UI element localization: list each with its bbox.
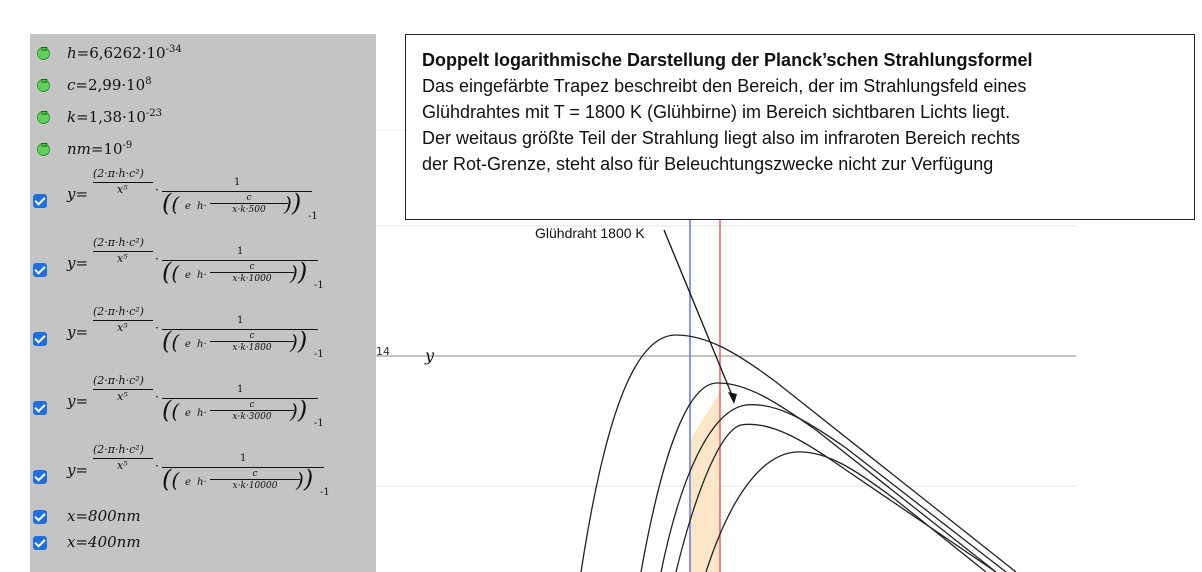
formula-numerator: (2·π·h·c²) [93, 374, 144, 387]
algebra-row-planck-500[interactable] [30, 167, 376, 234]
exp-base: e [185, 339, 191, 350]
formula-denominator: x⁵ [117, 321, 128, 334]
exp-h: h· [197, 270, 207, 281]
formula-minus-one: -1 [314, 280, 324, 291]
formula-one: 1 [237, 246, 244, 257]
algebra-row-k[interactable] [30, 106, 376, 130]
exp-denominator: (( [162, 327, 180, 355]
algebra-panel [30, 34, 376, 572]
planck-formula [67, 374, 367, 444]
multiply-dot: · [155, 459, 159, 473]
algebra-row-h[interactable] [30, 42, 376, 66]
algebra-row-planck-1000[interactable] [30, 236, 376, 303]
axis-label-y: y [425, 346, 435, 365]
visibility-checkbox-planck-500[interactable] [33, 194, 47, 208]
planck-formula [67, 305, 367, 375]
exp-close: )) [290, 258, 308, 286]
exp-h: h· [197, 339, 207, 350]
multiply-dot: · [155, 183, 159, 197]
formula-one: 1 [240, 453, 247, 464]
note-line-1: Das eingefärbte Trapez beschreibt den Bereich, der im Strahlungsfeld eines [422, 76, 1027, 96]
visibility-checkbox-planck-1000[interactable] [33, 263, 47, 277]
axis-tick-label: 14 [376, 345, 390, 358]
note-title: Doppelt logarithmische Darstellung der Planck’schen Strahlungsformel [422, 50, 1033, 70]
formula-lhs: y= [67, 185, 89, 203]
toggle-dot-h[interactable] [37, 47, 50, 60]
formula-numerator: (2·π·h·c²) [93, 305, 144, 318]
exp-close: )) [296, 465, 314, 493]
exp-denominator: (( [162, 189, 180, 217]
formula-denominator: x⁵ [117, 390, 128, 403]
exp-base: e [185, 408, 191, 419]
toggle-dot-c[interactable] [37, 79, 50, 92]
multiply-dot: · [155, 321, 159, 335]
algebra-row-x800[interactable] [30, 506, 376, 528]
formula-numerator: (2·π·h·c²) [93, 167, 144, 180]
note-line-4: der Rot-Grenze, steht also für Beleuchtungszwecke nicht zur Verfügung [422, 154, 994, 174]
formula-numerator: (2·π·h·c²) [93, 236, 144, 249]
toggle-dot-k[interactable] [37, 111, 50, 124]
expr-h: $h=6,6262\cdot 10^{-34}$ [67, 44, 182, 62]
algebra-row-c[interactable] [30, 74, 376, 98]
expr-c: $c=2,99\cdot 10^8$ [67, 76, 152, 94]
planck-formula [67, 443, 367, 513]
exp-denominator: (( [162, 258, 180, 286]
exp-fraction: $\frac{c}{x\cdot k\cdot 3000}$ [210, 400, 294, 422]
exp-close: )) [284, 189, 302, 217]
annotation-textbox[interactable] [405, 34, 1195, 220]
planck-formula [67, 236, 367, 306]
formula-minus-one: -1 [308, 211, 318, 222]
visibility-checkbox-x800[interactable] [33, 510, 47, 524]
toggle-dot-nm[interactable] [37, 143, 50, 156]
formula-lhs: y= [67, 461, 89, 479]
exp-close: )) [290, 327, 308, 355]
exp-fraction: $\frac{c}{x\cdot k\cdot 500}$ [210, 193, 288, 215]
exp-close: )) [290, 396, 308, 424]
exp-temperature: x·k·3000 [210, 410, 294, 422]
formula-one: 1 [234, 177, 241, 188]
curve-label-1800k[interactable]: Glühdraht 1800 K [535, 225, 645, 241]
formula-minus-one: -1 [320, 487, 330, 498]
exp-base: e [185, 270, 191, 281]
formula-denominator: x⁵ [117, 459, 128, 472]
expr-k: $k=1,38\cdot 10^{-23}$ [67, 108, 163, 126]
exp-h: h· [197, 201, 207, 212]
exp-fraction: $\frac{c}{x\cdot k\cdot 10000}$ [210, 469, 300, 491]
formula-one: 1 [237, 315, 244, 326]
formula-minus-one: -1 [314, 418, 324, 429]
formula-lhs: y= [67, 254, 89, 272]
multiply-dot: · [155, 252, 159, 266]
expr-x800: x=800nm [67, 507, 141, 525]
expr-x400: x=400nm [67, 533, 141, 551]
formula-denominator: x⁵ [117, 183, 128, 196]
formula-minus-one: -1 [314, 349, 324, 360]
exp-base: e [185, 201, 191, 212]
exp-base: e [185, 477, 191, 488]
exp-temperature: x·k·1000 [210, 272, 294, 284]
visibility-checkbox-planck-10000[interactable] [33, 470, 47, 484]
exp-denominator: (( [162, 465, 180, 493]
visibility-checkbox-x400[interactable] [33, 536, 47, 550]
visibility-checkbox-planck-3000[interactable] [33, 401, 47, 415]
algebra-row-planck-1800[interactable] [30, 305, 376, 372]
multiply-dot: · [155, 390, 159, 404]
exp-temperature: x·k·500 [210, 203, 288, 215]
expr-nm: $nm=10^{-9}$ [67, 140, 133, 158]
exp-h: h· [197, 408, 207, 419]
exp-denominator: (( [162, 396, 180, 424]
note-line-3: Der weitaus größte Teil der Strahlung liegt also im infraroten Bereich rechts [422, 128, 1020, 148]
formula-denominator: x⁵ [117, 252, 128, 265]
exp-h: h· [197, 477, 207, 488]
note-line-2: Glühdrahtes mit T = 1800 K (Glühbirne) im Bereich sichtbaren Lichts liegt. [422, 102, 1011, 122]
exp-temperature: x·k·10000 [210, 479, 300, 491]
formula-lhs: y= [67, 392, 89, 410]
planck-formula [67, 167, 367, 237]
algebra-row-nm[interactable] [30, 138, 376, 162]
visibility-checkbox-planck-1800[interactable] [33, 332, 47, 346]
exp-fraction: $\frac{c}{x\cdot k\cdot 1000}$ [210, 262, 294, 284]
algebra-row-planck-3000[interactable] [30, 374, 376, 441]
exp-temperature: x·k·1800 [210, 341, 294, 353]
algebra-row-x400[interactable] [30, 532, 376, 554]
exp-fraction: $\frac{c}{x\cdot k\cdot 1800}$ [210, 331, 294, 353]
arrow-head-icon [728, 392, 737, 404]
formula-numerator: (2·π·h·c²) [93, 443, 144, 456]
algebra-row-planck-10000[interactable] [30, 443, 376, 510]
label-pointer-arrow [664, 230, 734, 400]
formula-one: 1 [237, 384, 244, 395]
formula-lhs: y= [67, 323, 89, 341]
